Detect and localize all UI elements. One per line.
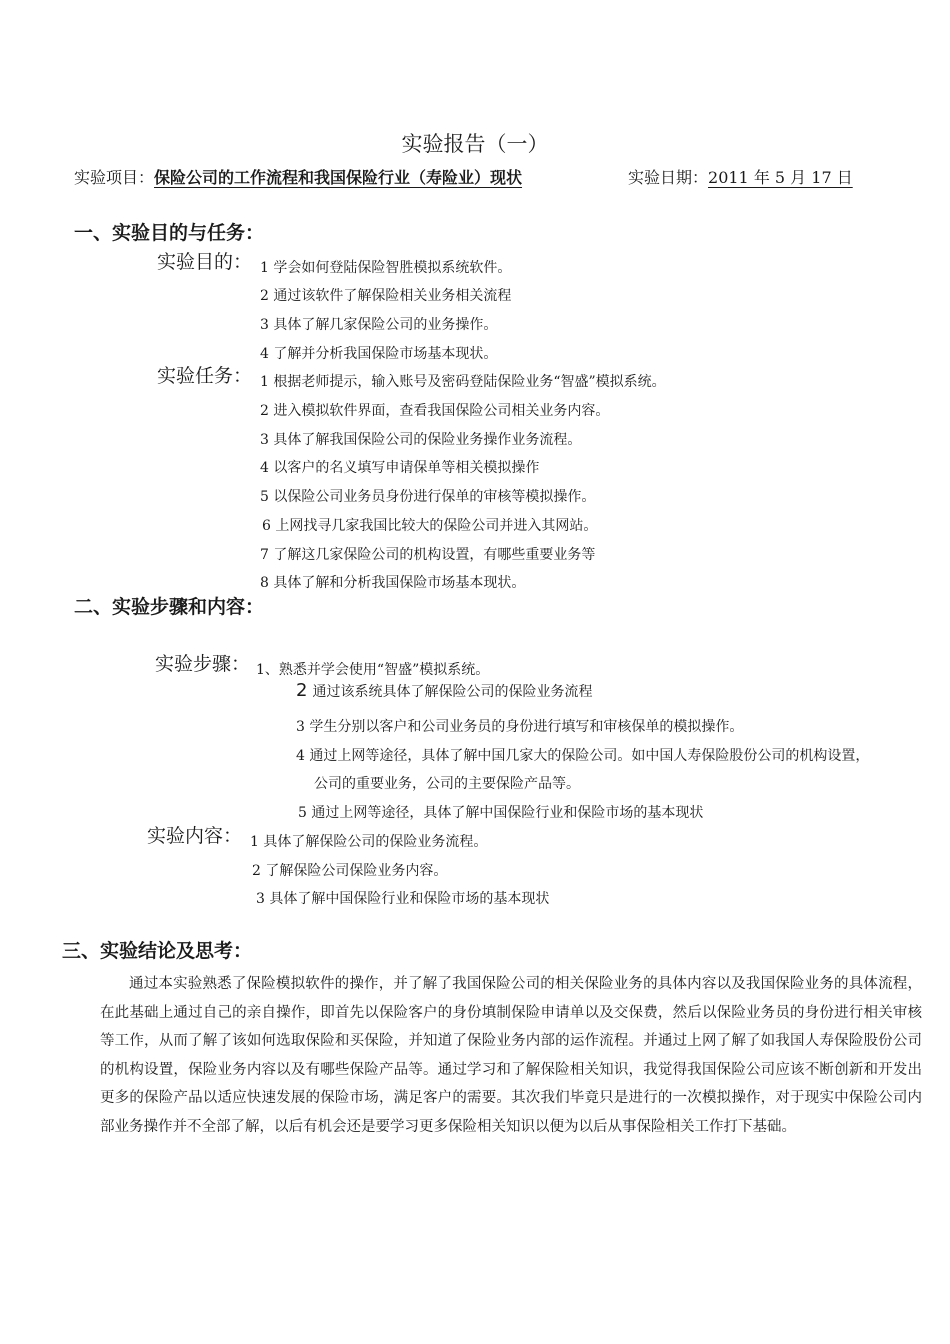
date-label: 实验日期： xyxy=(628,168,709,187)
section2-heading: 二、实验步骤和内容： xyxy=(74,596,265,618)
task-item: 1 根据老师提示，输入账号及密码登陆保险业务“智盛”模拟系统。 xyxy=(260,374,666,390)
task-item: 8 具体了解和分析我国保险市场基本现状。 xyxy=(260,575,526,591)
purpose-label: 实验目的： xyxy=(157,251,253,273)
task-item: 4 以客户的名义填写申请保单等相关模拟操作 xyxy=(260,460,540,476)
date-line xyxy=(628,165,853,188)
content-item: 1 具体了解保险公司的保险业务流程。 xyxy=(250,834,488,850)
task-item: 6 上网找寻几家我国比较大的保险公司并进入其网站。 xyxy=(262,518,598,534)
step-number: 2 xyxy=(296,680,308,701)
content-item: 3 具体了解中国保险行业和保险市场的基本现状 xyxy=(256,891,550,907)
report-title: 实验报告（一） xyxy=(401,132,549,156)
step-item: 5 通过上网等途径，具体了解中国保险行业和保险市场的基本现状 xyxy=(298,805,704,821)
section1-heading: 一、实验目的与任务： xyxy=(74,222,265,244)
task-item: 7 了解这几家保险公司的机构设置，有哪些重要业务等 xyxy=(260,547,596,563)
steps-label: 实验步骤： xyxy=(155,653,251,675)
project-value: 保险公司的工作流程和我国保险行业（寿险业）现状 xyxy=(154,168,523,187)
content-item: 2 了解保险公司保险业务内容。 xyxy=(252,863,448,879)
step-item: 4 通过上网等途径，具体了解中国几家大的保险公司。如中国人寿保险股份公司的机构设置， xyxy=(296,748,870,764)
date-value: 2011 年 5 月 17 日 xyxy=(708,168,853,187)
step-item-continued: 公司的重要业务，公司的主要保险产品等。 xyxy=(314,776,580,792)
step-item: 3 学生分别以客户和公司业务员的身份进行填写和审核保单的模拟操作。 xyxy=(296,719,744,735)
purpose-item: 1 学会如何登陆保险智胜模拟系统软件。 xyxy=(260,260,512,276)
conclusion-paragraph: 通过本实验熟悉了保险模拟软件的操作，并了解了我国保险公司的相关保险业务的具体内容以及我国保险业务的具体流程，在此基础上通过自己的亲自操作，即首先以保险客户的身份填制保险申请单以及交保费，然后以保险业务员的身份进行相关审核等工作，从而了解了该如何选取保险和买保险，并知道了保险业务内部的运作流程。并通过上网了解了如我国人寿保险股份公司的机构设置，保险业务内容以及有哪些保险产品等。通过学习和了解保险相关知识，我觉得我国保险公司应该不断创新和开发出更多的保险产品以适应快速发展的保险市场，满足客户的需要。其次我们毕竟只是进行的一次模拟操作，对于现实中保险公司内部业务操作并不全部了解，以后有机会还是要学习更多保险相关知识以便为以后从事保险相关工作打下基础。 xyxy=(100,976,922,1135)
step-item xyxy=(296,680,593,701)
purpose-item: 3 具体了解几家保险公司的业务操作。 xyxy=(260,317,498,333)
step-text: 通过该系统具体了解保险公司的保险业务流程 xyxy=(312,684,593,700)
purpose-item: 2 通过该软件了解保险相关业务相关流程 xyxy=(260,288,512,304)
project-label: 实验项目： xyxy=(74,168,155,187)
content-label: 实验内容： xyxy=(147,825,243,847)
task-label: 实验任务： xyxy=(157,365,253,387)
step-item: 1、熟悉并学会使用“智盛”模拟系统。 xyxy=(256,662,490,678)
task-item: 3 具体了解我国保险公司的保险业务操作业务流程。 xyxy=(260,432,582,448)
purpose-item: 4 了解并分析我国保险市场基本现状。 xyxy=(260,346,498,362)
task-item: 2 进入模拟软件界面，查看我国保险公司相关业务内容。 xyxy=(260,403,610,419)
task-item: 5 以保险公司业务员身份进行保单的审核等模拟操作。 xyxy=(260,489,596,505)
section3-heading: 三、实验结论及思考： xyxy=(62,940,253,962)
project-line xyxy=(74,165,522,188)
